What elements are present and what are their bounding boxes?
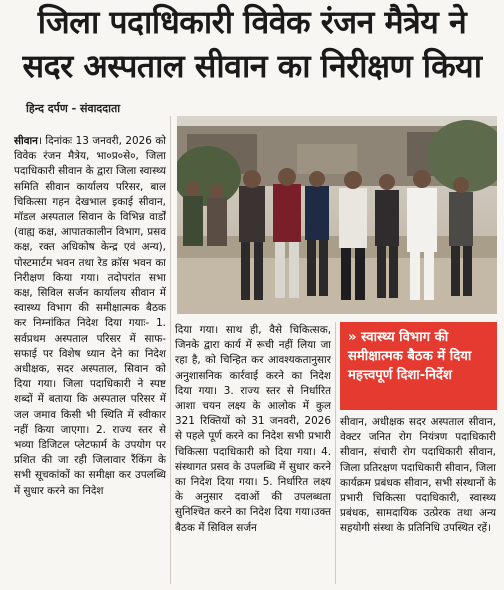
article-text-2: दिया गया। साथ ही, वैसे चिकित्सक, जिनके द्वारा कार्य में रूची नहीं लिया जा रहा है, को चिन्हित कर आवश्यकतानुसार अनुशासनिक कार्रवाई करने का निदेश दिया गया। 3. राज्य स्तर से निर्धारित आशा चयन लक्ष्य के आलोक में कुल 321 रिक्तियों को 31 जनवरी, 2026 से पहले पूर्ण करने का निदेश सभी प्रभारी चिकित्सा पदाधिकारी को दिया गया। 4. संस्थागत प्रसव के उपलब्धि में सुधार करने का निदेश दिया गया। 5. निर्धारित लक्ष्य के अनुसार दवाओं की उपलब्धता सुनिश्चित करने का निदेश दिया गया।उक्त बैठक में सिविल सर्जन xyxy=(175,324,331,534)
column-divider xyxy=(335,322,336,584)
article-column-2 xyxy=(175,323,331,581)
dateline: सीवान xyxy=(14,135,38,147)
byline: हिन्द दर्पण - संवाददाता xyxy=(26,102,121,115)
article-column-1 xyxy=(14,134,166,584)
article-column-3 xyxy=(340,415,496,585)
headline xyxy=(0,0,504,88)
inspection-photo xyxy=(177,116,497,314)
headline-line-2: सदर अस्पताल सीवान का निरीक्षण किया xyxy=(22,47,482,85)
highlight-box xyxy=(340,322,497,410)
inspection-photo-illustration xyxy=(177,116,497,314)
column-divider xyxy=(170,116,171,584)
article-text-1: । दिनांकः 13 जनवरी, 2026 को विवेक रंजन मैत्रेय, भा०प्र०से०, जिला पदाधिकारी सीवान के द्वारा जिला स्वास्थ्य समिति सीवान कार्यालय परिसर, बाल चिकित्सा गहन देखभाल इकाई सीवान, मॉडल अस्पताल सिवान के विभिन्न वार्डों (वाह्य कक्ष, आपातकालीन विभाग, प्रसव कक्ष, रक्त अधिकोष केन्द्र एवं अन्य), पोस्टमार्टम भवन तथा रेड क्रॉस भवन का निरीक्षण किया गया। तदोपरांत सभा कक्ष, सिविल सर्जन कार्यालय सीवान में स्वास्थ्य विभाग की समीक्षात्मक बैठक कर निम्नांकित निदेश दिया गयाः- 1. सर्वप्रथम अस्पताल परिसर में साफ-सफाई पर विशेष ध्यान देने का निदेश अधीक्षक, सदर अस्पताल, सिवान को दिया गया। जिला पदाधिकारी ने स्पष्ट शब्दों में बताया कि अस्पताल परिसर में जल जमाव किसी भी स्थिति में स्वीकार नहीं किया जाएगा। 2. राज्य स्तर से भव्या डिजिटल प्लेटफार्म के उपयोग पर प्रशित की जा रही जिलावार रैंकिंग के सभी सूचकांकों का समीक्षा कर उपलब्धि में सुधार करने का निदेश xyxy=(14,135,166,497)
article-text-3: सीवान, अधीक्षक सदर अस्पताल सीवान, वेक्टर जनित रोग नियंत्रण पदाधिकारी सीवान, संचारी रोग पदाधिकारी सीवान, जिला प्रतिरक्षण पदाधिकारी सीवान, जिला कार्यक्रम प्रबंधक सीवान, सभी संस्थानों के प्रभारी चिकित्सा पदाधिकारी, स्वास्थ्य प्रबंधक, सामदायिक उत्प्रेरक तथा अन्य सहयोगी संस्था के प्रतिनिधि उपस्थित रहें। xyxy=(340,416,496,535)
headline-line-1: जिला पदाधिकारी विवेक रंजन मैत्रेय ने xyxy=(37,3,467,41)
highlight-text: » स्वास्थ्य विभाग की समीक्षात्मक बैठक में दिया महत्त्वपूर्ण दिशा-निर्देश xyxy=(348,330,472,383)
